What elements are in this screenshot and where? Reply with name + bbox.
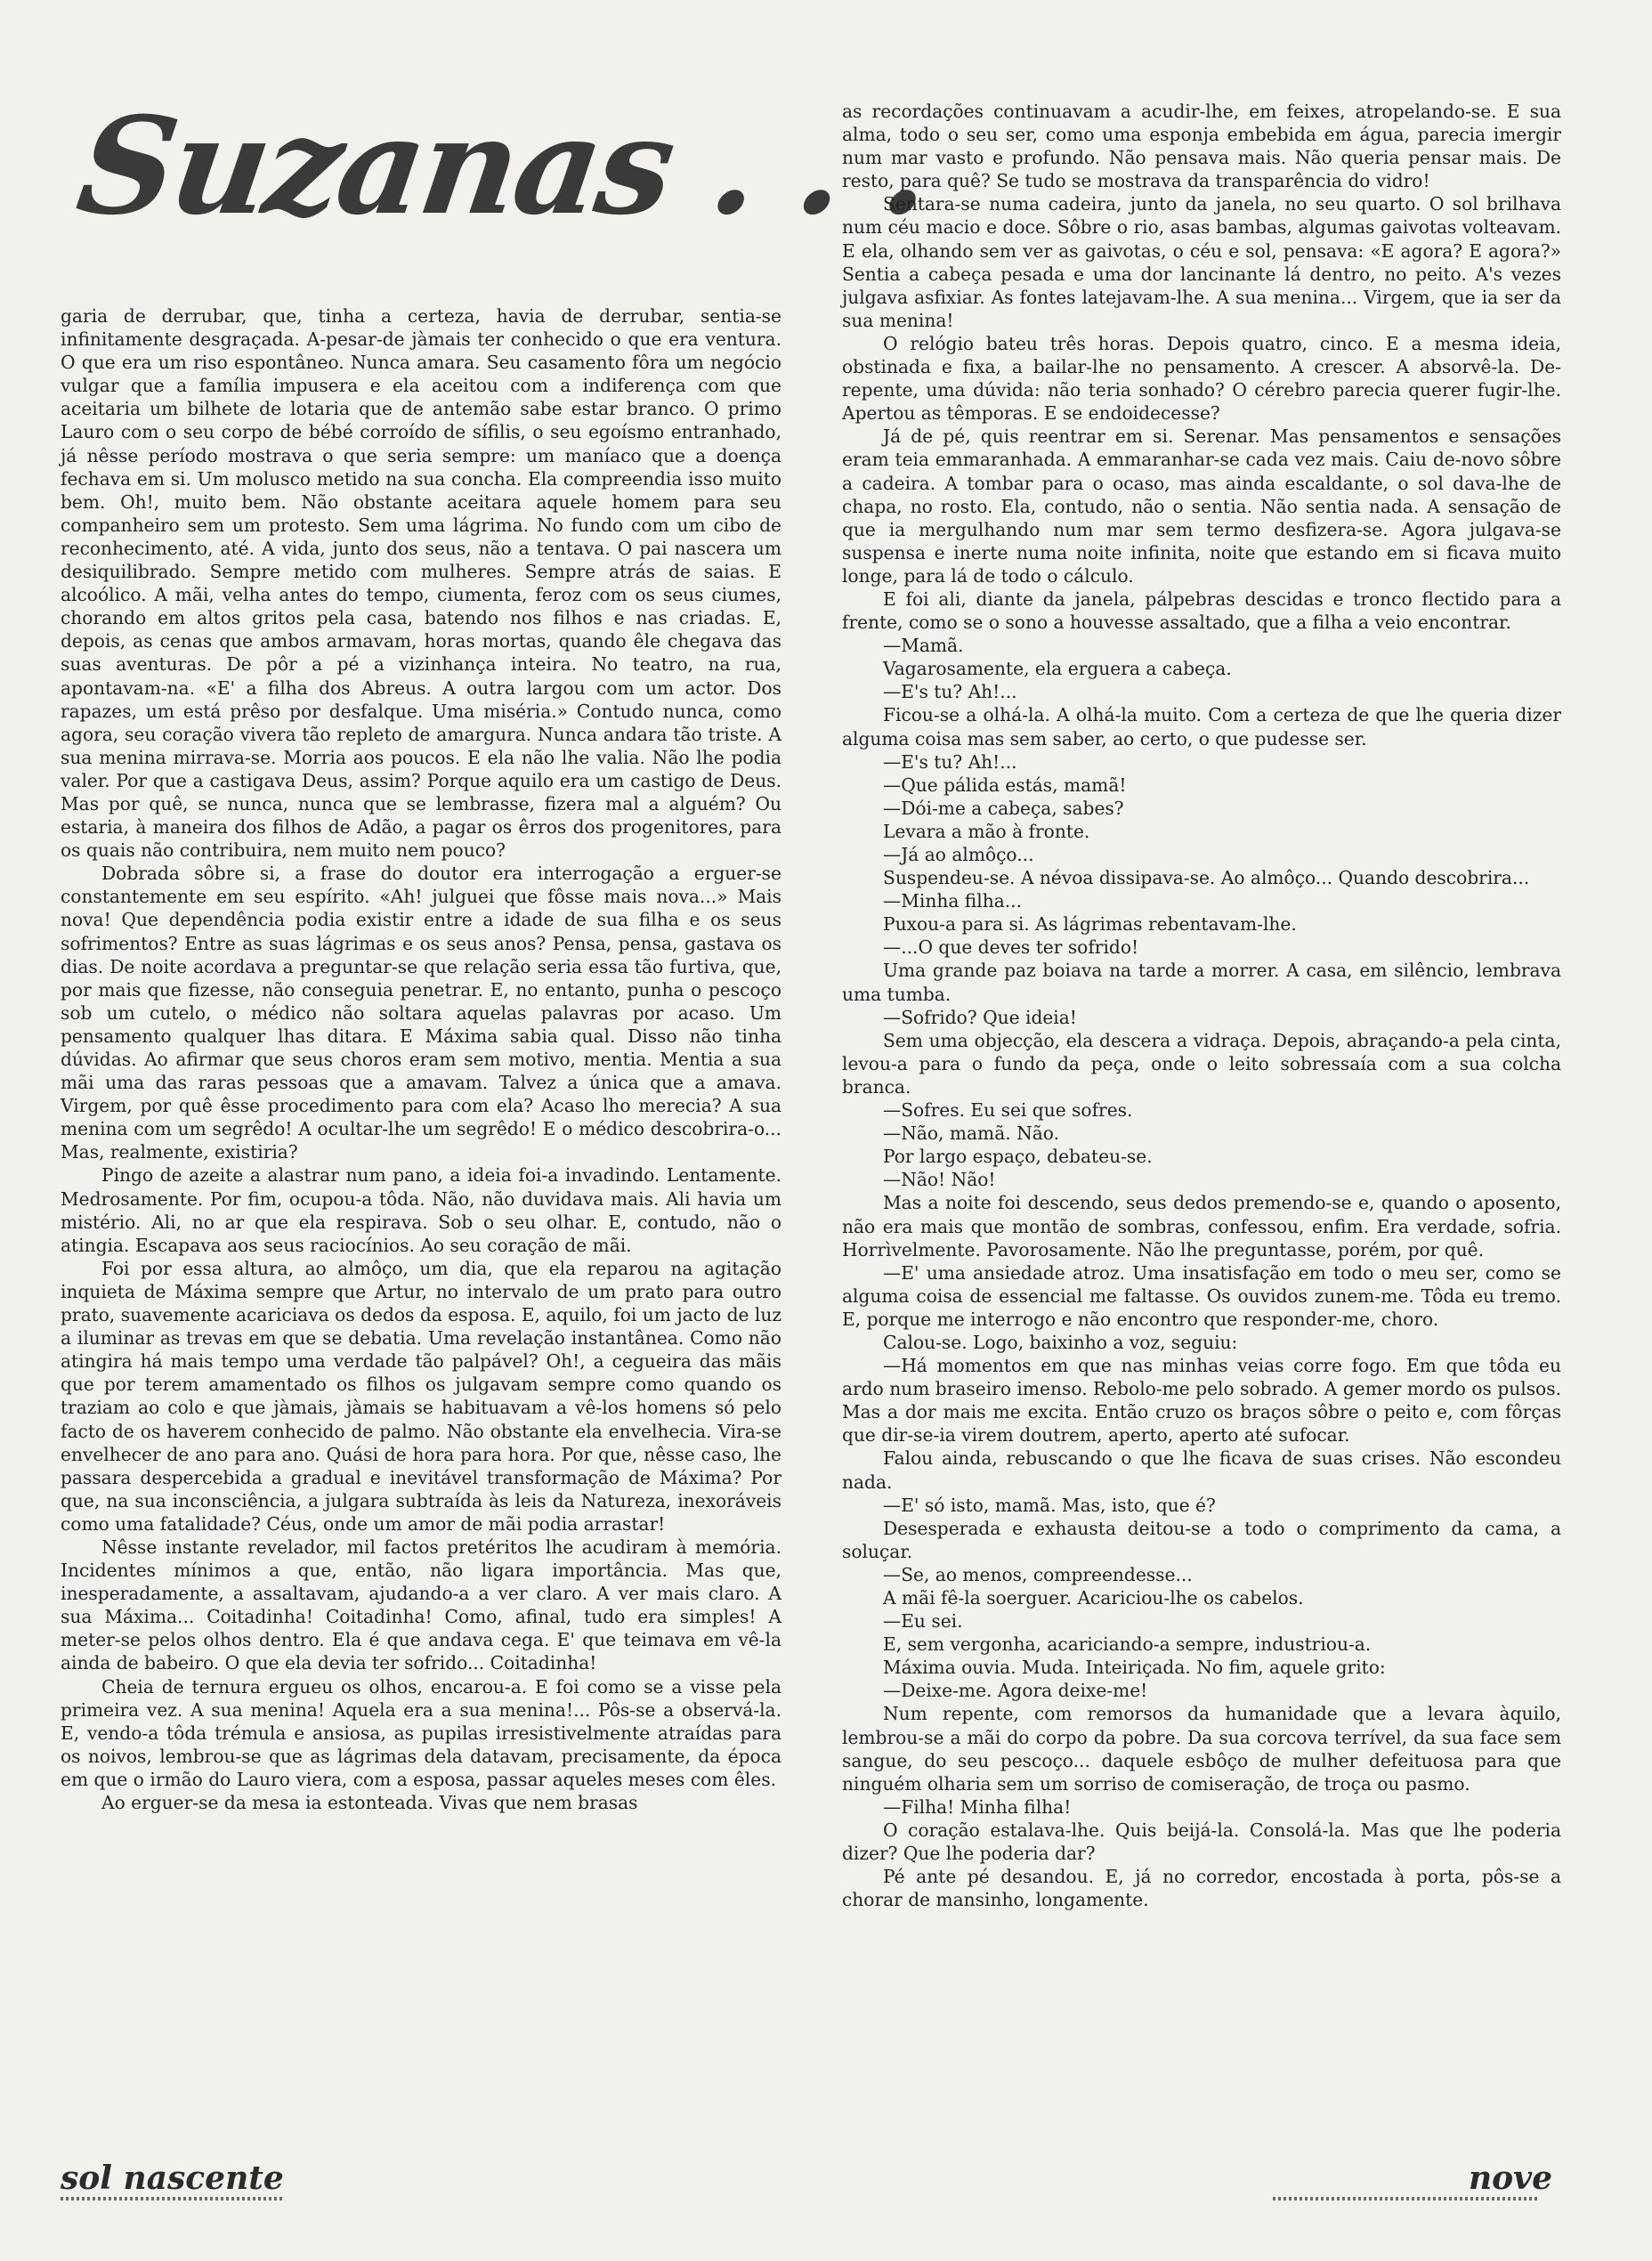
paragraph: —Não, mamã. Não. [883, 1122, 1059, 1145]
paragraph: Pingo de azeite a alastrar num pano, a ideia foi-a invadindo. Lentamente. Medrosamente. Por fim, ocupou-a tôda. Não, não duvidava mais. Ali havia um mistério. Ali, no ar que ela respirava. Sob o seu olhar. E, contudo, não o atingia. Escapava aos seus raciocínios. Ao seu coração de mãi. [61, 1164, 781, 1256]
paragraph: —Filha! Minha filha! [883, 1795, 1072, 1818]
right-text-column [842, 100, 1561, 1911]
paragraph: Dobrada sôbre si, a frase do doutor era interrogação a erguer-se constantemente em seu espírito. «Ah! julguei que fôsse mais nova...» Mais nova! Que dependência podia existir entre a idade de sua filha e os seus sofrimentos? Entre as suas lágrimas e os seus anos? Pensa, pensa, gastava os dias. De noite acordava a preguntar-se que relação seria essa tão furtiva, que, por mais que fizesse, não conseguia penetrar. E, no entanto, punha o pescoço sob um cutelo, o médico não soltara aquelas palavras por acaso. Um pensamento qualquer lhas ditara. E Máxima sabia qual. Disso não tinha dúvidas. Ao afirmar que seus choros eram sem motivo, mentia. Mentia a sua mãi uma das raras pessoas que a amavam. Talvez a única que a amava. Virgem, por quê êsse procedimento para com ela? Acaso lho merecia? A sua menina com um segrêdo! A ocultar-lhe um segrêdo! E o médico descobrira-o... Mas, realmente, existiria? [61, 863, 781, 1163]
paragraph: Puxou-a para si. As lágrimas rebentavam-lhe. [883, 913, 1297, 936]
paragraph: Nêsse instante revelador, mil factos pretéritos lhe acudiram à memória. Incidentes mínimos a que, então, não ligara importância. Mas que, inesperadamente, a assaltavam, ajudando-a a ver claro. A ver mais claro. A sua Máxima... Coitadinha! Coitadinha! Como, afinal, tudo era simples! A meter-se pelos olhos dentro. Ela é que andava cega. E' que teimava em vê-la ainda de babeiro. O que ela devia ter sofrido... Coitadinha! [61, 1536, 781, 1674]
paragraph: Pé ante pé desandou. E, já no corredor, encostada à porta, pôs-se a chorar de mansinho, longamente. [842, 1866, 1561, 1911]
paragraph: —Eu sei. [883, 1610, 963, 1633]
paragraph: —Dói-me a cabeça, sabes? [883, 797, 1124, 819]
paragraph: Desesperada e exhausta deitou-se a todo o comprimento da cama, a soluçar. [842, 1517, 1561, 1562]
paragraph: A mãi fê-la soerguer. Acariciou-lhe os cabelos. [883, 1587, 1304, 1609]
paragraph: Num repente, com remorsos da humanidade que a levara àquilo, lembrou-se a mãi do corpo da pobre. Da sua corcova terrível, da sua face sem sangue, do seu pescoço... daquele esbôço de mulher defeituosa para que ninguém olharia sem um sorriso de comiseração, de troça ou pasmo. [842, 1703, 1561, 1795]
paragraph: —Mamã. [883, 635, 964, 657]
paragraph: —Não! Não! [883, 1169, 996, 1191]
paragraph: —Sofres. Eu sei que sofres. [883, 1099, 1133, 1122]
paragraph: O relógio bateu três horas. Depois quatro, cinco. E a mesma ideia, obstinada e fixa, a bailar-lhe no pensamento. A crescer. A absorvê-la. De-repente, uma dúvida: não teria sonhado? O cérebro parecia querer fugir-lhe. Apertou as têmporas. E se endoidecesse? [842, 332, 1561, 425]
paragraph: Suspendeu-se. A névoa dissipava-se. Ao almôço... Quando descobrira... [883, 867, 1530, 889]
paragraph: Foi por essa altura, ao almôço, um dia, que ela reparou na agitação inquieta de Máxima sempre que Artur, no intervalo de um prato para outro prato, suavemente acariciava os dedos da esposa. E, aquilo, foi um jacto de luz a iluminar as trevas em que se debatia. Uma revelação instantânea. Como não atingira há mais tempo uma verdade tão palpável? Oh!, a cegueira das mãis que por terem amamentado os filhos os julgavam sempre como quando os traziam ao colo e que jàmais, jàmais se habituavam a vê-los homens só pelo facto de os haverem conhecido de palmo. Não obstante ela envelhecia. Vira-se envelhecer de ano para ano. Quási de hora para hora. Por que, nêsse caso, lhe passara despercebida a gradual e inevitável transformação de Máxima? Por que, na sua inconsciência, a julgara subtraída às leis da Natureza, inexoráveis como uma fatalidade? Céus, onde um amor de mãi podia arrastar! [61, 1257, 781, 1535]
paragraph: Cheia de ternura ergueu os olhos, encarou-a. E foi como se a visse pela primeira vez. A sua menina! Aquela era a sua menina!... Pôs-se a observá-la. E, vendo-a tôda trémula e ansiosa, as pupilas irresistivelmente atraídas para os noivos, lembrou-se que as lágrimas dela datavam, precisamente, da época em que o irmão do Lauro viera, com a esposa, passar aqueles meses com êles. [61, 1675, 781, 1790]
paragraph: Sentara-se numa cadeira, junto da janela, no seu quarto. O sol brilhava num céu macio e doce. Sôbre o rio, asas bambas, algumas gaivotas volteavam. E ela, olhando sem ver as gaivotas, o céu e sol, pensava: «E agora? E agora?» Sentia a cabeça pesada e uma dor lancinante lá dentro, no peito. A's vezes julgava asfixiar. As fontes latejavam-lhe. A sua menina... Virgem, que ia ser da sua menina! [842, 193, 1561, 331]
paragraph: E foi ali, diante da janela, pálpebras descidas e tronco flectido para a frente, como se o sono a houvesse assaltado, que a filha a veio encontrar. [842, 588, 1561, 634]
paragraph: —Deixe-me. Agora deixe-me! [883, 1680, 1148, 1702]
paragraph: —E's tu? Ah!... [883, 750, 1017, 773]
paragraph: —...O que deves ter sofrido! [883, 936, 1139, 959]
paragraph: Ficou-se a olhá-la. A olhá-la muito. Com a certeza de que lhe queria dizer alguma coisa mas sem saber, ao certo, o que pudesse ser. [842, 704, 1561, 750]
footer-rule-left [61, 2197, 283, 2200]
paragraph: garia de derrubar, que, tinha a certeza, havia de derrubar, sentia-se infinitamente desgraçada. A-pesar-de jàmais ter conhecido o que era ventura. O que era um riso espontâneo. Nunca amara. Seu casamento fôra um negócio vulgar que a família impusera e ela aceitou com a indiferença com que aceitaria um bilhete de lotaria que de antemão sabe estar branco. O primo Lauro com o seu corpo de bébé corroído de sífilis, o seu egoísmo entranhado, já nêsse período mostrava o que seria sempre: um maníaco que a doença fechava em si. Um molusco metido na sua concha. Ela compreendia isso muito bem. Oh!, muito bem. Não obstante aceitara aquele homem para seu companheiro sem um protesto. Sem uma lágrima. No fundo com um cibo de reconhecimento, até. A vida, junto dos seus, não a tentava. O pai nascera um desiquilibrado. Sempre metido com mulheres. Sempre atrás de saias. E alcoólico. A mãi, velha antes do tempo, ciumenta, feroz com os seus ciumes, chorando em altos gritos pela casa, batendo nos filhos e nas criadas. E, depois, as cenas que ambos armavam, horas mortas, quando êle chegava das suas aventuras. De pôr a pé a vizinhança inteira. No teatro, na rua, apontavam-na. «E' a filha dos Abreus. A outra largou com um actor. Dos rapazes, um está prêso por desfalque. Uma miséria.» Contudo nunca, como agora, seu coração vivera tão repleto de amargura. Nunca andara tão triste. A sua menina mirrava-se. Morria aos poucos. E ela não lhe valia. Não lhe podia valer. Por que a castigava Deus, assim? Porque aquilo era um castigo de Deus. Mas por quê, se nunca, nunca que se lembrasse, fizera mal a alguém? Ou estaria, à maneira dos filhos de Adão, a pagar os êrros dos progenitores, para os quais não contribuira, nem muito nem pouco? [61, 305, 781, 862]
footer-rule-right [1273, 2197, 1540, 2200]
paragraph: Por largo espaço, debateu-se. [883, 1146, 1153, 1168]
paragraph: Máxima ouvia. Muda. Inteiriçada. No fim, aquele grito: [883, 1657, 1386, 1679]
article-title: Suzanas . . . [69, 88, 939, 245]
paragraph: —Já ao almôço... [883, 844, 1034, 865]
paragraph: Falou ainda, rebuscando o que lhe ficava de suas crises. Não escondeu nada. [842, 1447, 1561, 1493]
paragraph: Já de pé, quis reentrar em si. Serenar. Mas pensamentos e sensações eram teia emmaranhada. A emmaranhar-se cada vez mais. Caiu de-novo sôbre a cadeira. A tombar para o ocaso, mas ainda escaldante, o sol dava-lhe de chapa, no rosto. Ela, contudo, não o sentia. Não sentia nada. A sensação de que ia mergulhando num mar sem termo desfizera-se. Agora julgava-se suspensa e inerte numa noite infinita, noite que estando em si ficava muito longe, para lá de todo o cálculo. [842, 425, 1561, 587]
footer-magazine-name: sol nascente [61, 2160, 284, 2197]
left-text-column [61, 304, 781, 1814]
paragraph: as recordações continuavam a acudir-lhe, em feixes, atropelando-se. E sua alma, todo o seu ser, como uma esponja embebida em água, parecia imergir num mar vasto e profundo. Não pensava mais. Não queria pensar mais. De resto, para quê? Se tudo se mostrava da transparência do vidro! [842, 101, 1561, 192]
paragraph: —Se, ao menos, compreendesse... [883, 1563, 1193, 1585]
paragraph: O coração estalava-lhe. Quis beijá-la. Consolá-la. Mas que lhe poderia dizer? Que lhe poderia dar? [842, 1819, 1561, 1865]
paragraph: E, sem vergonha, acariciando-a sempre, industriou-a. [883, 1633, 1372, 1656]
paragraph: —Há momentos em que nas minhas veias corre fogo. Em que tôda eu ardo num braseiro imenso. Rebolo-me pelo sobrado. A gemer mordo os pulsos. Mas a dor mais me excita. Então cruzo os braços sôbre o peito e, com fôrças que dir-se-ia virem doutrem, aperto, aperto até sufocar. [842, 1355, 1561, 1447]
paragraph: Mas a noite foi descendo, seus dedos premendo-se e, quando o aposento, não era mais que montão de sombras, confessou, enfim. Era verdade, sofria. Horrìvelmente. Pavorosamente. Não lhe preguntasse, porém, por quê. [842, 1192, 1561, 1260]
paragraph: —E's tu? Ah!... [883, 681, 1017, 703]
paragraph: Ao erguer-se da mesa ia estonteada. Vivas que nem brasas [101, 1792, 638, 1813]
paragraph: —E' uma ansiedade atroz. Uma insatisfação em todo o meu ser, como se alguma coisa de essencial me faltasse. Os ouvidos zunem-me. Tôda eu tremo. E, porque me interrogo e não encontro que responder-me, choro. [842, 1261, 1561, 1330]
paragraph: Sem uma objecção, ela descera a vidraça. Depois, abraçando-a pela cinta, levou-a para o fundo da peça, onde o leito sobressaía com a sua colcha branca. [842, 1029, 1561, 1098]
paragraph: Uma grande paz boiava na tarde a morrer. A casa, em silêncio, lembrava uma tumba. [842, 960, 1561, 1005]
paragraph: —Que pálida estás, mamã! [883, 774, 1127, 796]
paragraph: —Minha filha... [883, 890, 1022, 912]
paragraph: —Sofrido? Que ideia! [883, 1006, 1077, 1028]
paragraph: Calou-se. Logo, baixinho a voz, seguiu: [883, 1331, 1238, 1353]
paragraph: Vagarosamente, ela erguera a cabeça. [883, 658, 1232, 680]
paragraph: Levara a mão à fronte. [883, 820, 1090, 842]
footer-page-number: nove [1469, 2160, 1553, 2197]
paragraph: —E' só isto, mamã. Mas, isto, que é? [883, 1494, 1216, 1516]
